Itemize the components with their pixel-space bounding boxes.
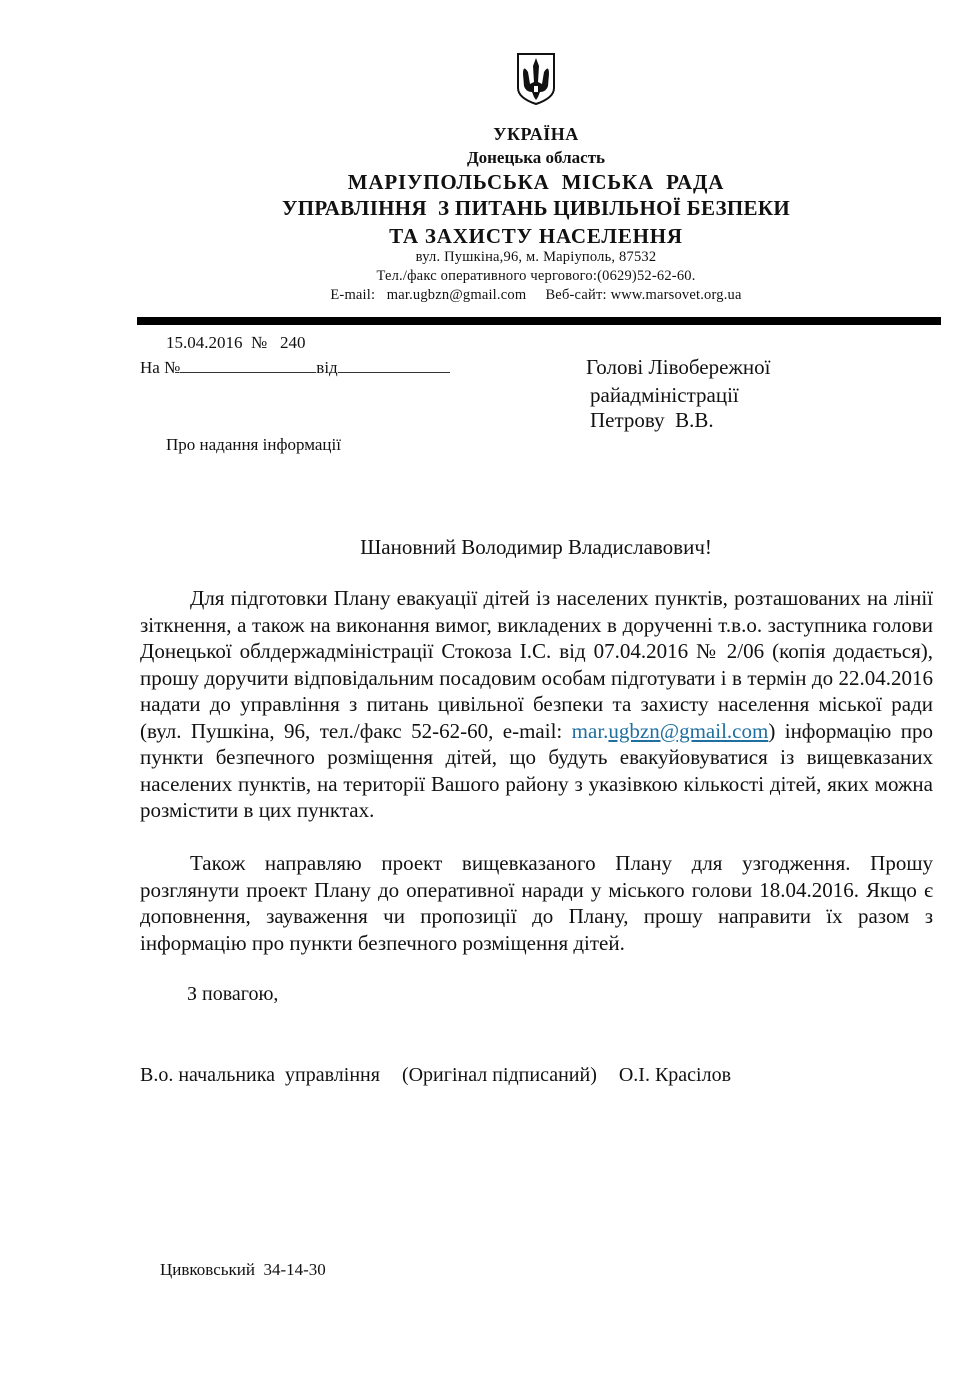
header-department-line1: УПРАВЛІННЯ З ПИТАНЬ ЦИВІЛЬНОЇ БЕЗПЕКИ (281, 196, 791, 220)
addressee-line1: Голові Лівобережної (586, 355, 771, 379)
email-prefix: mar. (571, 718, 609, 743)
reference-line (140, 358, 450, 378)
email-label: E-mail: (330, 287, 376, 303)
registration-number-sign: № (251, 333, 268, 352)
closing: З повагою, (187, 983, 279, 1005)
signatory-name: О.І. Красілов (618, 1064, 732, 1086)
header-region: Донецька область (466, 148, 606, 167)
header-council: МАРІУПОЛЬСЬКА МІСЬКА РАДА (347, 170, 725, 194)
body-paragraph-1 (140, 585, 933, 824)
executor-contact: Цивковський 34-14-30 (160, 1260, 326, 1279)
signature-line (140, 1064, 731, 1087)
body-email-link[interactable] (572, 719, 769, 743)
letter-subject: Про надання інформації (166, 435, 341, 454)
registration-line (166, 333, 305, 353)
addressee-line3: Петрову В.В. (590, 408, 714, 432)
signature-note: (Оригінал підписаний) (401, 1064, 597, 1086)
header-phone: Тел./факс оперативного чергового:(0629)52-62-60. (376, 268, 696, 284)
coat-of-arms-icon (516, 52, 556, 106)
registration-date: 15.04.2016 (166, 333, 243, 352)
website-label: Веб-сайт: (545, 287, 607, 303)
reference-from: від (316, 358, 338, 377)
header-contacts (0, 287, 980, 304)
registration-number: 240 (279, 333, 306, 352)
addressee-line2: райадміністрації (590, 383, 739, 407)
email-linked-part: ugbzn@gmail.com (608, 718, 769, 743)
header-website[interactable]: www.marsovet.org.ua (610, 287, 742, 303)
reference-prefix: На № (140, 358, 181, 377)
paragraph-text: Для підготовки Плану евакуації дітей із населених пунктів, розташованих на лінії зіткнення, а також на виконання вимог, викладених в дорученні т.в.о. заступника голови Донецької облдержадміністрації Стокоза І.С. від 07.04.2016 № 2/06 (копія додається), прошу доручити відповідальним посадовим особам підготувати і в термін до 22.04.2016 надати до управління з питань цивільної безпеки та захисту населення міської ради (вул. Пушкіна, 96, тел./факс 52-62-60, e-mail: (140, 586, 933, 743)
header-address: вул. Пушкіна,96, м. Маріуполь, 87532 (415, 249, 657, 265)
reference-number-blank (180, 358, 316, 373)
reference-date-blank (338, 358, 450, 373)
header-department-line2: ТА ЗАХИСТУ НАСЕЛЕННЯ (389, 224, 683, 248)
greeting: Шановний Володимир Владиславович! (360, 535, 712, 559)
paragraph-text: ) інформацію про пункти безпечного розміщення дітей, що будуть евакуйовуватися із вищевказаних населених пунктів, на території Вашого району з указівкою кількості дітей, яких можна розмістити в цих пунктах. (140, 718, 933, 822)
letterhead-divider (137, 317, 941, 325)
header-country: УКРАЇНА (493, 124, 579, 144)
body-paragraph-2: Також направляю проект вищевказаного Плану для узгодження. Прошу розглянути проект Плану до оперативної наради у міського голови 18.04.2016. Якщо є доповнення, зауваження чи пропозиції до Плану, прошу направити їх разом з інформацію про пункти безпечного розміщення дітей. (140, 851, 933, 955)
header-email[interactable]: mar.ugbzn@gmail.com (386, 287, 527, 303)
signatory-position: В.о. начальника управління (140, 1064, 380, 1086)
